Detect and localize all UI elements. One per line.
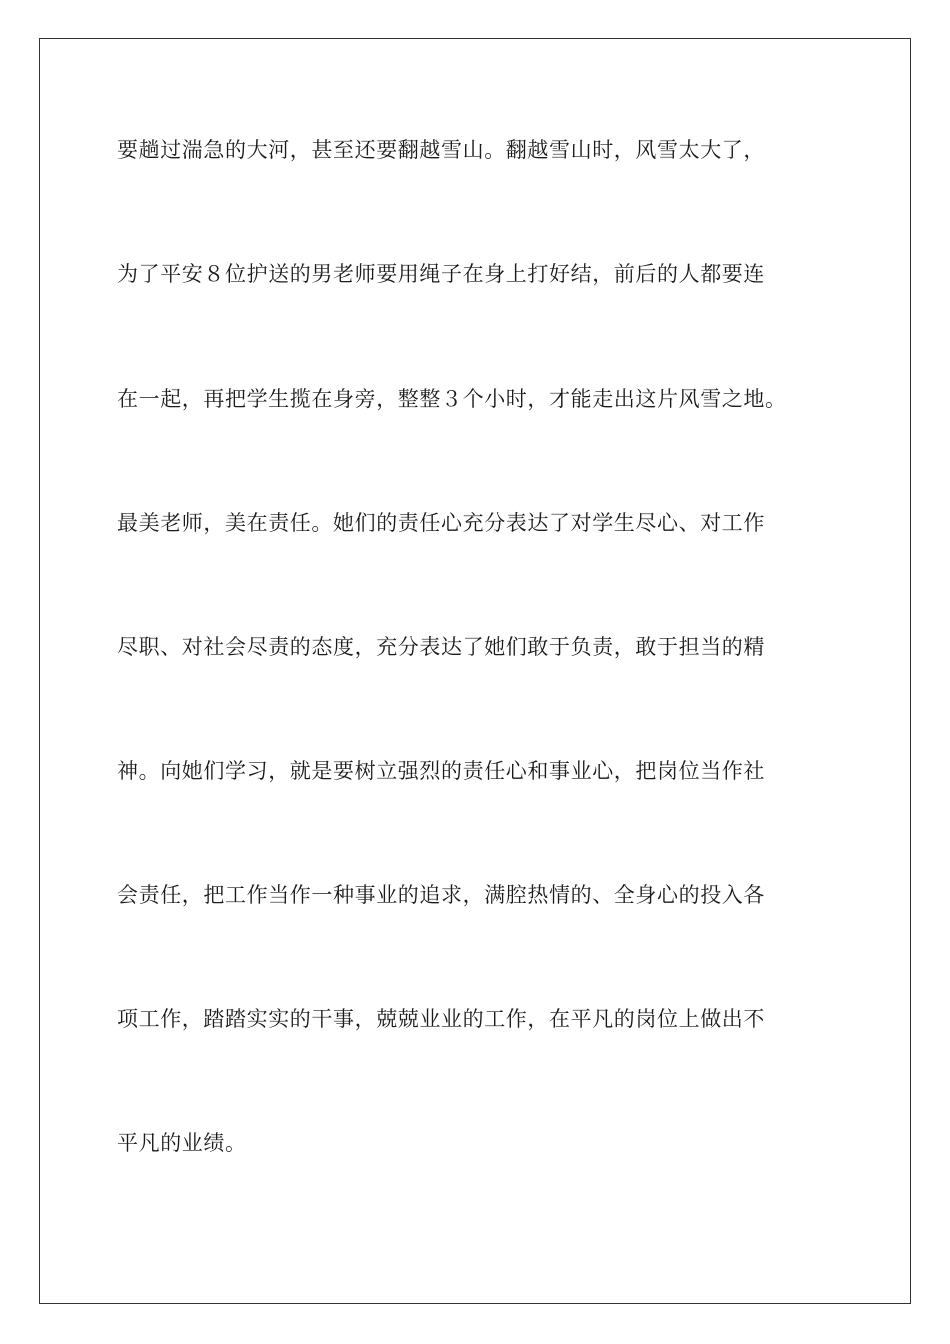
text-line: 会责任，把工作当作一种事业的追求，满腔热情的、全身心的投入各: [117, 883, 765, 907]
text-line: 项工作，踏踏实实的干事，兢兢业业的工作，在平凡的岗位上做出不: [117, 1007, 765, 1031]
text-line: 最美老师，美在责任。她们的责任心充分表达了对学生尽心、对工作: [117, 511, 765, 535]
text-line: 神。向她们学习，就是要树立强烈的责任心和事业心，把岗位当作社: [117, 759, 765, 783]
text-line: 平凡的业绩。: [117, 1131, 247, 1155]
text-line: 要趟过湍急的大河，甚至还要翻越雪山。翻越雪山时，风雪太大了，: [117, 138, 765, 162]
text-line: 尽职、对社会尽责的态度，充分表达了她们敢于负责，敢于担当的精: [117, 635, 765, 659]
page-border: [39, 38, 911, 1304]
text-line: 为了平安８位护送的男老师要用绳子在身上打好结，前后的人都要连: [117, 262, 765, 286]
text-line: 在一起，再把学生揽在身旁，整整３个小时，才能走出这片风雪之地。: [117, 387, 787, 411]
